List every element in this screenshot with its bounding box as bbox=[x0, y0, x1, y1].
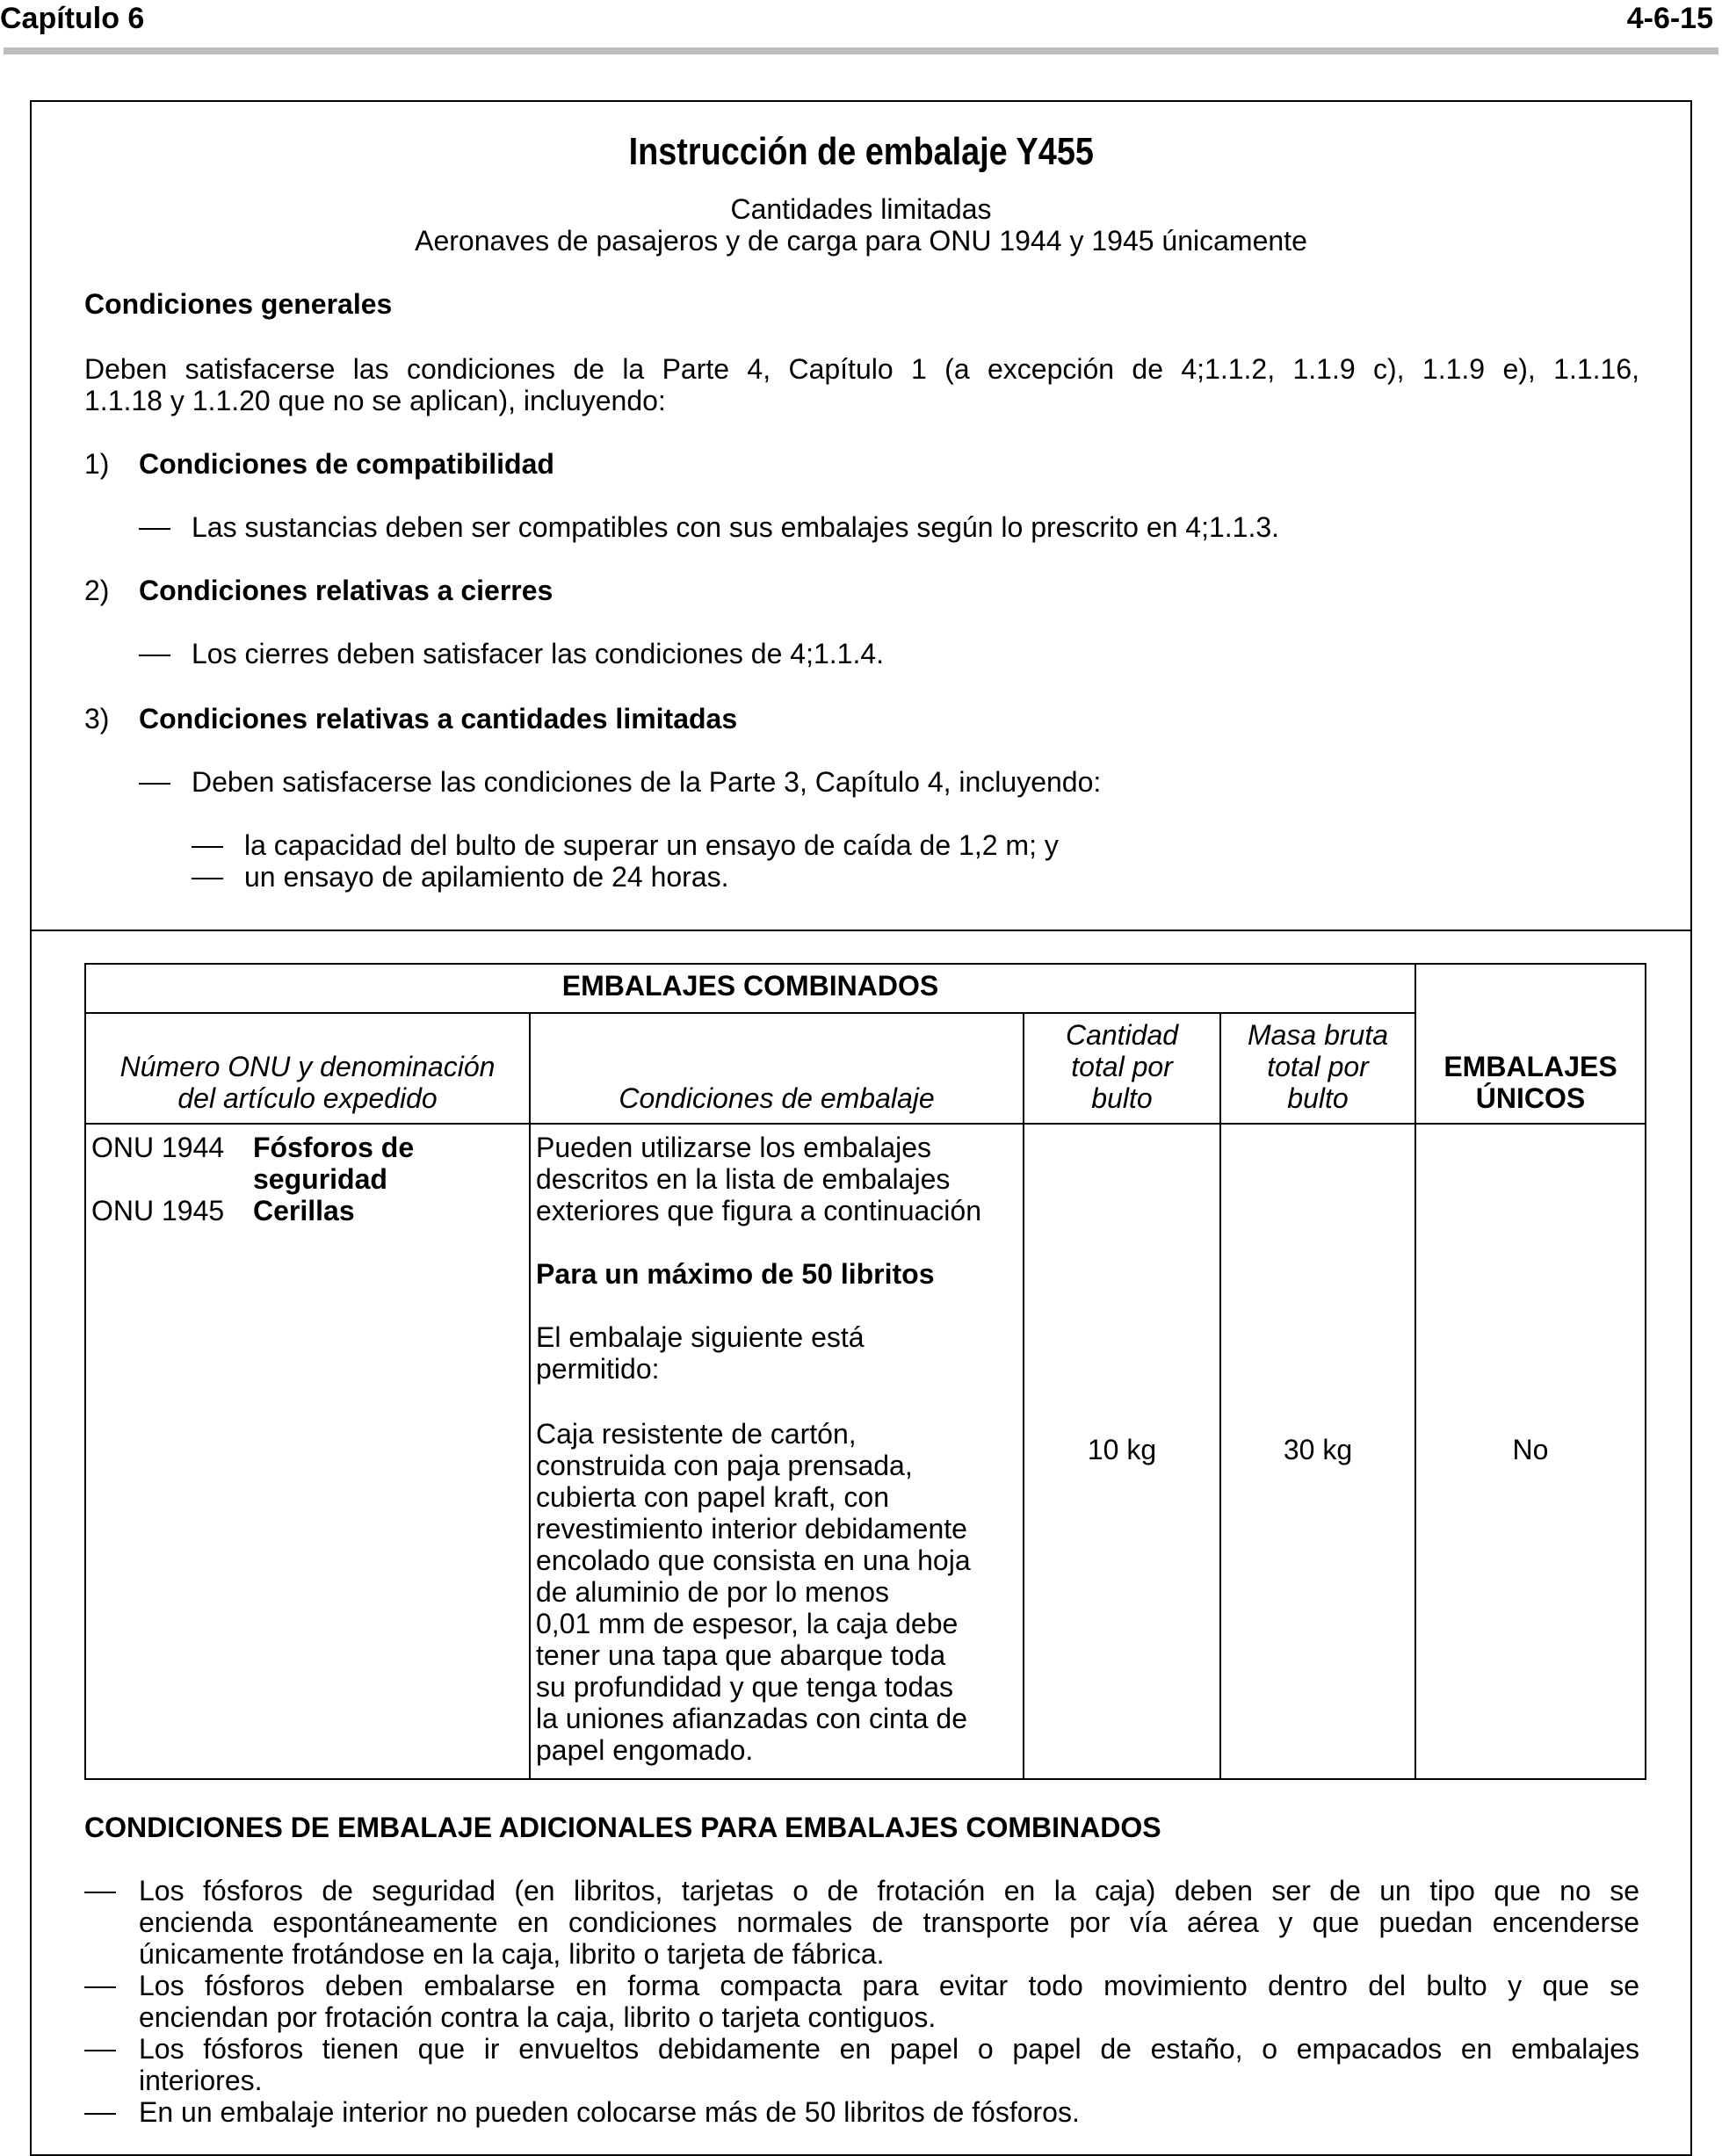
subtitle-limited-quantities: Cantidades limitadas bbox=[730, 193, 992, 225]
page-number: 4-6-15 bbox=[1626, 2, 1713, 35]
un-1945-name: Cerillas bbox=[253, 1195, 355, 1226]
dash-icon bbox=[84, 1986, 116, 1988]
condition-3-subitem-2: un ensayo de apilamiento de 24 horas. bbox=[244, 861, 729, 893]
table-header-rule bbox=[84, 1123, 1646, 1125]
general-text-line2: 1.1.18 y 1.1.20 que no se aplican), incluyendo: bbox=[84, 385, 666, 416]
condition-1-heading: Condiciones de compatibilidad bbox=[139, 448, 554, 480]
un-number-header-line1: Número ONU y denominación bbox=[119, 1051, 496, 1082]
condition-2-item: Los cierres deben satisfacer las condiciones de 4;1.1.4. bbox=[192, 638, 885, 669]
condition-1-item: Las sustancias deben ser compatibles con sus embalajes según lo prescrito en 4;1.1.3. bbox=[192, 511, 1280, 543]
cond-box-line4: revestimiento interior debidamente bbox=[536, 1513, 967, 1545]
cond-allowed-line2: permitido: bbox=[536, 1353, 660, 1385]
combined-packaging-header: EMBALAJES COMBINADOS bbox=[561, 970, 939, 1002]
cond-box-line1: Caja resistente de cartón, bbox=[536, 1418, 857, 1450]
condition-2-number: 2) bbox=[84, 575, 110, 606]
dash-icon bbox=[192, 878, 223, 879]
single-packaging-header-line2: ÚNICOS bbox=[1475, 1082, 1586, 1114]
additional-item-4-line1: En un embalaje interior no pueden colocarse más de 50 libritos de fósforos. bbox=[139, 2096, 1080, 2128]
condition-3-item: Deben satisfacerse las condiciones de la Parte 3, Capítulo 4, incluyendo: bbox=[192, 766, 1102, 798]
table-border-bottom bbox=[84, 1778, 1646, 1780]
table-border-top bbox=[84, 963, 1646, 965]
cond-box-line10: la uniones afianzadas con cinta de bbox=[536, 1703, 968, 1734]
additional-item-2-line2: enciendan por frotación contra la caja, librito o tarjeta contiguos. bbox=[139, 2001, 937, 2033]
un-1944-name-line2: seguridad bbox=[253, 1163, 387, 1195]
condition-1-number: 1) bbox=[84, 448, 110, 480]
single-packaging-header-line1: EMBALAJES bbox=[1443, 1051, 1617, 1082]
cond-box-line6: de aluminio de por lo menos bbox=[536, 1576, 890, 1608]
cond-box-line7: 0,01 mm de espesor, la caja debe bbox=[536, 1608, 959, 1639]
chapter-label: Capítulo 6 bbox=[0, 2, 145, 35]
additional-item-3-line2: interiores. bbox=[139, 2065, 263, 2096]
additional-item-1-line1: Los fósforos de seguridad (en libritos, tarjetas o de frotación en la caja) deben ser de un tipo que no se bbox=[139, 1875, 1639, 1906]
total-quantity-header-line2: total por bbox=[1071, 1051, 1173, 1082]
single-packaging-value: No bbox=[1512, 1434, 1549, 1465]
cond-max-booklets: Para un máximo de 50 libritos bbox=[536, 1258, 935, 1290]
cond-box-line9: su profundidad y que tenga todas bbox=[536, 1671, 954, 1703]
cond-intro-line1: Pueden utilizarse los embalajes bbox=[536, 1132, 932, 1163]
total-quantity-header-line1: Cantidad bbox=[1065, 1019, 1179, 1051]
page-header bbox=[0, 0, 1722, 51]
total-quantity-header-line3: bulto bbox=[1091, 1082, 1153, 1114]
dash-icon bbox=[84, 2050, 116, 2051]
dash-icon bbox=[139, 528, 170, 530]
header-rule bbox=[4, 47, 1718, 54]
frame-divider bbox=[30, 930, 1692, 931]
cond-box-line5: encolado que consista en una hoja bbox=[536, 1545, 971, 1576]
table-group-rule bbox=[84, 1012, 1416, 1014]
additional-item-1-line2: encienda espontáneamente en condiciones normales de transporte por vía aérea y que puedan encenderse bbox=[139, 1906, 1639, 1938]
un-1944-name-line1: Fósforos de bbox=[253, 1132, 415, 1163]
page-title: Instrucción de embalaje Y455 bbox=[628, 130, 1094, 173]
dash-icon bbox=[139, 783, 170, 785]
cond-box-line11: papel engomado. bbox=[536, 1734, 754, 1766]
gross-mass-header-line1: Masa bruta bbox=[1247, 1019, 1389, 1051]
additional-item-2-line1: Los fósforos deben embalarse en forma compacta para evitar todo movimiento dentro del bulto y que se bbox=[139, 1970, 1639, 2001]
additional-item-3-line1: Los fósforos tienen que ir envueltos debidamente en papel o papel de estaño, o empacados en embalajes bbox=[139, 2033, 1639, 2065]
general-text-line1: Deben satisfacerse las condiciones de la Parte 4, Capítulo 1 (a excepción de 4;1.1.2, 1.1.9 c), 1.1.9 e), 1.1.16, bbox=[84, 353, 1639, 385]
un-1944-number: ONU 1944 bbox=[91, 1132, 225, 1163]
total-quantity-value: 10 kg bbox=[1087, 1434, 1157, 1465]
condition-3-heading: Condiciones relativas a cantidades limitadas bbox=[139, 703, 738, 734]
additional-item-1-line3: únicamente frotándose en la caja, librito o tarjeta de fábrica. bbox=[139, 1938, 885, 1970]
subtitle-aircraft: Aeronaves de pasajeros y de carga para ONU 1944 y 1945 únicamente bbox=[415, 225, 1307, 257]
additional-heading: CONDICIONES DE EMBALAJE ADICIONALES PARA EMBALAJES COMBINADOS bbox=[84, 1812, 1161, 1843]
condition-3-subitem-1: la capacidad del bulto de superar un ensayo de caída de 1,2 m; y bbox=[244, 829, 1059, 861]
cond-box-line8: tener una tapa que abarque toda bbox=[536, 1639, 946, 1671]
dash-icon bbox=[139, 655, 170, 656]
condition-3-number: 3) bbox=[84, 703, 110, 734]
table-col-divider-2 bbox=[1023, 1012, 1024, 1780]
packaging-conditions-header: Condiciones de embalaje bbox=[619, 1082, 935, 1114]
condition-2-heading: Condiciones relativas a cierres bbox=[139, 575, 554, 606]
gross-mass-header-line2: total por bbox=[1267, 1051, 1369, 1082]
general-heading: Condiciones generales bbox=[84, 288, 393, 320]
cond-box-line3: cubierta con papel kraft, con bbox=[536, 1481, 890, 1513]
cond-intro-line3: exteriores que figura a continuación bbox=[536, 1195, 981, 1226]
un-1945-number: ONU 1945 bbox=[91, 1195, 225, 1226]
cond-box-line2: construida con paja prensada, bbox=[536, 1450, 913, 1481]
un-number-header-line2: del artículo expedido bbox=[177, 1082, 438, 1114]
cond-intro-line2: descritos en la lista de embalajes bbox=[536, 1163, 951, 1195]
cond-allowed-line1: El embalaje siguiente está bbox=[536, 1321, 865, 1353]
dash-icon bbox=[192, 846, 223, 848]
gross-mass-header-line3: bulto bbox=[1287, 1082, 1349, 1114]
dash-icon bbox=[84, 2113, 116, 2115]
dash-icon bbox=[84, 1892, 116, 1893]
table-col-divider-3 bbox=[1219, 1012, 1221, 1780]
table-col-divider-1 bbox=[529, 1012, 531, 1780]
table-border-right bbox=[1645, 963, 1646, 1780]
gross-mass-value: 30 kg bbox=[1283, 1434, 1353, 1465]
